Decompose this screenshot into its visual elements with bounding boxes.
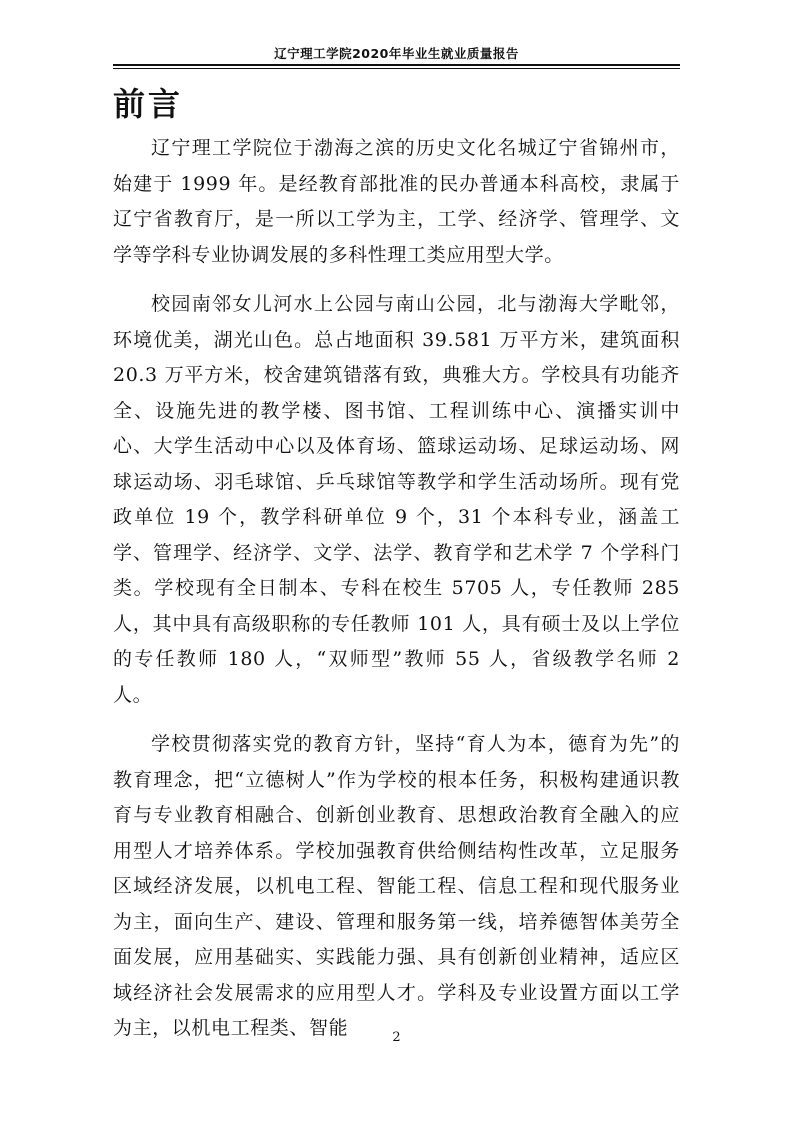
- section-title: 前言: [113, 85, 184, 123]
- paragraph-education: 学校贯彻落实党的教育方针，坚持“育人为本，德育为先”的教育理念，把“立德树人”作为学校的根本任务，积极构建通识教育与专业教育相融合、创新创业教育、思想政治教育全融入的应用型人才培养体系。学校加强教育供给侧结构性改革，立足服务区域经济发展，以机电工程、智能工程、信息工程和现代服务业为主，面向生产、建设、管理和服务第一线，培养德智体美劳全面发展，应用基础实、实践能力强、具有创新创业精神，适应区域经济社会发展需求的应用型人才。学科及专业设置方面以工学为主，以机电工程类、智能: [113, 733, 680, 1039]
- header-rule-secondary: [113, 68, 680, 69]
- body-text: [113, 131, 680, 1061]
- running-header: 辽宁理工学院2020年毕业生就业质量报告: [274, 46, 519, 61]
- paragraph-campus: 校园南邻女儿河水上公园与南山公园，北与渤海大学毗邻，环境优美，湖光山色。总占地面积 39.581 万平方米，建筑面积 20.3 万平方米，校舍建筑错落有致，典雅大方。学校具有功能齐全、设施先进的教学楼、图书馆、工程训练中心、演播实训中心、大学生活动中心以及体育场、篮球运动场、足球运动场、网球运动场、羽毛球馆、乒乓球馆等教学和学生活动场所。现有党政单位 19 个，教学科研单位 9 个，31 个本科专业，涵盖工学、管理学、经济学、文学、法学、教育学和艺术学 7 个学科门类。学校现有全日制本、专科在校生 5705 人，专任教师 285 人，其中具有高级职称的专任教师 101 人，具有硕士及以上学位的专任教师 180 人，“双师型”教师 55 人，省级教学名师 2 人。: [113, 293, 680, 706]
- paragraph-intro: 辽宁理工学院位于渤海之滨的历史文化名城辽宁省锦州市，始建于 1999 年。是经教育部批准的民办普通本科高校，隶属于辽宁省教育厅，是一所以工学为主，工学、经济学、管理学、文学等学科专业协调发展的多科性理工类应用型大学。: [113, 137, 680, 266]
- header-rule: [113, 64, 680, 66]
- page-number: 2: [392, 1030, 401, 1045]
